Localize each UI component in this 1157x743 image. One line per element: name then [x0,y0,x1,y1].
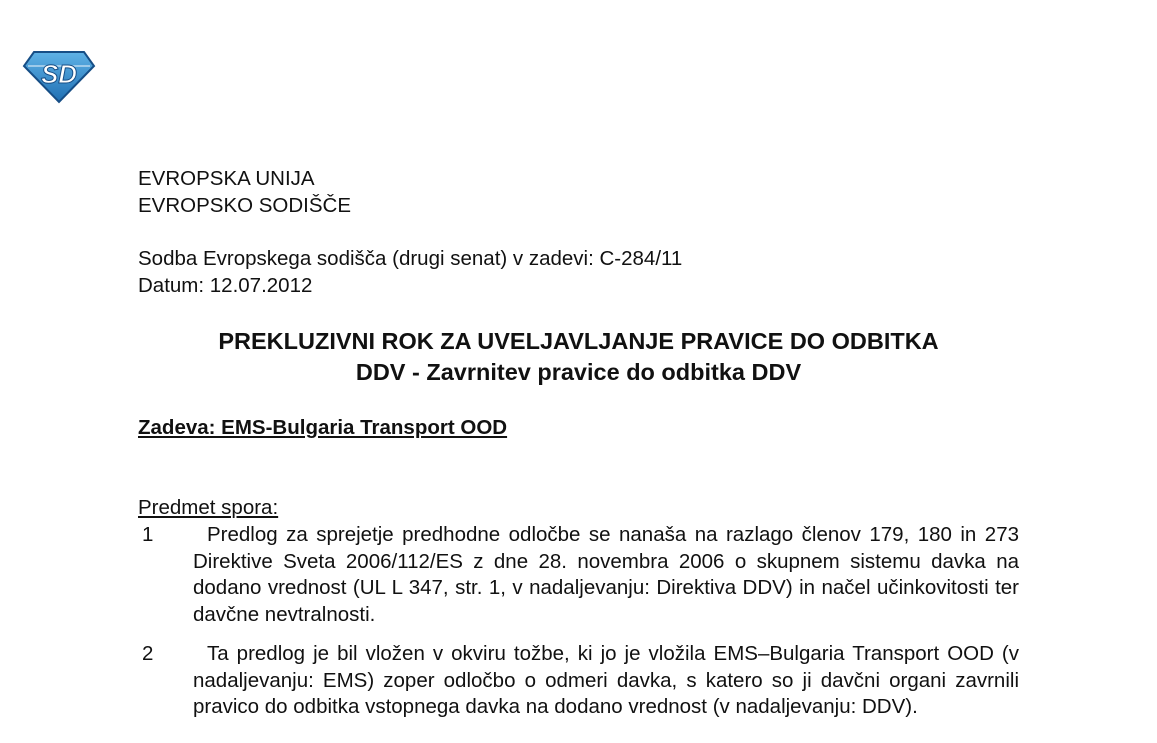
case-judgment: Sodba Evropskega sodišča (drugi senat) v zadevi: C-284/11 [138,247,683,270]
paragraph-text: Predlog za sprejetje predhodne odločbe se nanaša na razlago členov 179, 180 in 273 Direktive Sveta 2006/112/ES z dne 28. novembra 2006 o skupnem sistemu davka na dodano vrednost (UL L 347, str. 1, v nadaljevanju: Direktiva DDV) in načel učinkovitosti ter davčne nevtralnosti. [193,523,1019,626]
case-subject: Zadeva: EMS-Bulgaria Transport OOD [138,416,508,439]
title-line-1: PREKLUZIVNI ROK ZA UVELJAVLJANJE PRAVICE DO ODBITKA [218,328,939,354]
paragraph-number: 1 [142,523,154,546]
paragraph-text: Ta predlog je bil vložen v okviru tožbe, ki jo je vložila EMS–Bulgaria Transport OOD (v nadaljevanju: EMS) zoper odločbo o odmeri davka, s katero so ji davčni organi zavrnili pravico do odbitka vstopnega davka na dodano vrednost (v nadaljevanju: DDV). [193,642,1019,718]
paragraph-1 [138,522,1019,628]
predmet-heading: Predmet spora: [138,496,279,519]
institution-header [138,165,351,219]
header-line-2: EVROPSKO SODIŠČE [138,194,352,217]
paragraph-2 [138,641,1019,721]
title-line-2: DDV - Zavrnitev pravice do odbitka DDV [355,359,802,385]
case-date: Datum: 12.07.2012 [138,274,313,297]
document-title [138,326,1019,388]
case-info [138,245,682,299]
logo-text: SD [40,59,78,89]
paragraph-number: 2 [142,642,154,665]
sd-logo-icon [22,48,96,104]
header-line-1: EVROPSKA UNIJA [138,167,315,190]
